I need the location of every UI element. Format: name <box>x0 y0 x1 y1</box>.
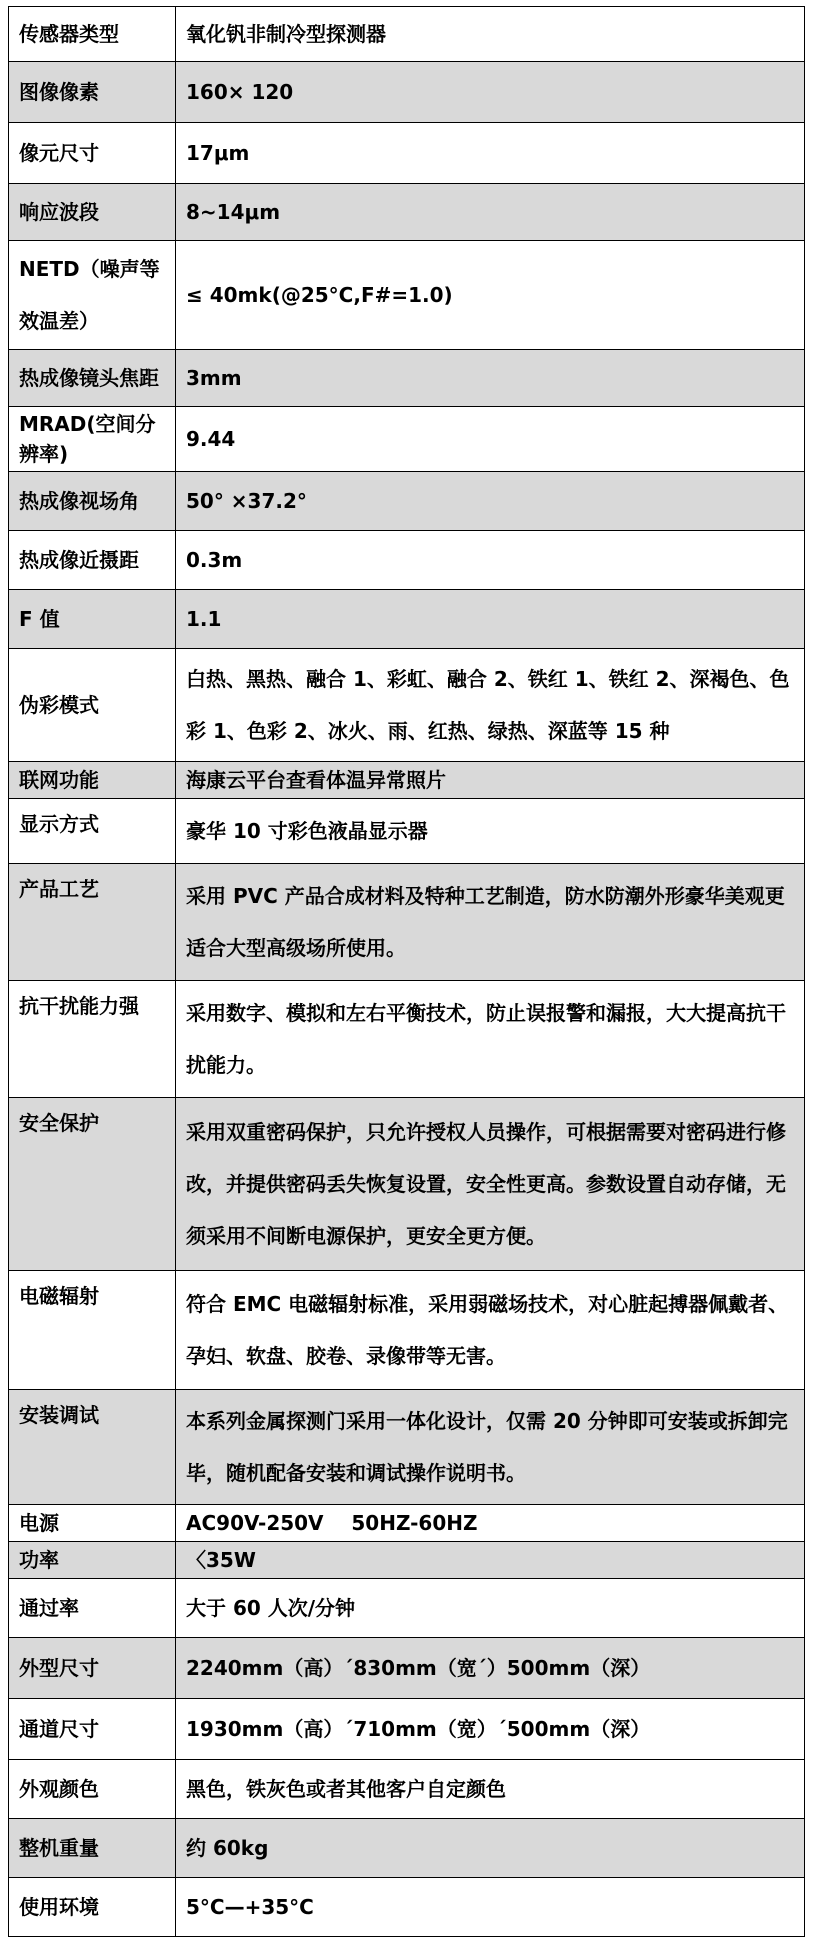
spec-label: 电磁辐射 <box>9 1271 176 1390</box>
spec-value: 本系列金属探测门采用一体化设计，仅需 20 分钟即可安装或拆卸完毕，随机配备安装和调试操作说明书。 <box>176 1390 805 1505</box>
table-row <box>9 1579 805 1638</box>
spec-value: 5°C—+35°C <box>176 1878 805 1937</box>
spec-label: 图像像素 <box>9 62 176 123</box>
table-row <box>9 1542 805 1579</box>
table-row <box>9 407 805 472</box>
spec-label: 抗干扰能力强 <box>9 981 176 1098</box>
spec-label: 安装调试 <box>9 1390 176 1505</box>
spec-label: 外型尺寸 <box>9 1638 176 1699</box>
spec-label: 像元尺寸 <box>9 123 176 184</box>
spec-label: 外观颜色 <box>9 1760 176 1819</box>
spec-value: 3mm <box>176 350 805 407</box>
spec-label: 通过率 <box>9 1579 176 1638</box>
spec-value: 160× 120 <box>176 62 805 123</box>
spec-value: 8~14μm <box>176 184 805 241</box>
table-row <box>9 62 805 123</box>
table-row <box>9 1271 805 1390</box>
spec-value: 采用数字、模拟和左右平衡技术，防止误报警和漏报，大大提高抗干扰能力。 <box>176 981 805 1098</box>
spec-label: 联网功能 <box>9 762 176 799</box>
spec-value: 0.3m <box>176 531 805 590</box>
spec-value: ≤ 40mk(@25°C,F#=1.0) <box>176 241 805 350</box>
table-row <box>9 864 805 981</box>
spec-label: 热成像近摄距 <box>9 531 176 590</box>
spec-value: 〈35W <box>176 1542 805 1579</box>
spec-value: 符合 EMC 电磁辐射标准，采用弱磁场技术，对心脏起搏器佩戴者、孕妇、软盘、胶卷、录像带等无害。 <box>176 1271 805 1390</box>
spec-value: 大于 60 人次/分钟 <box>176 1579 805 1638</box>
spec-value: 约 60kg <box>176 1819 805 1878</box>
spec-label: 传感器类型 <box>9 7 176 62</box>
spec-value: 采用双重密码保护，只允许授权人员操作，可根据需要对密码进行修改，并提供密码丢失恢复设置，安全性更高。参数设置自动存储，无须采用不间断电源保护，更安全更方便。 <box>176 1098 805 1271</box>
spec-label: 电源 <box>9 1505 176 1542</box>
table-row <box>9 531 805 590</box>
spec-label: 安全保护 <box>9 1098 176 1271</box>
table-row <box>9 7 805 62</box>
spec-table <box>8 6 805 1937</box>
spec-label: NETD（噪声等效温差） <box>9 241 176 350</box>
spec-label: 热成像视场角 <box>9 472 176 531</box>
table-row <box>9 1505 805 1542</box>
spec-label: 产品工艺 <box>9 864 176 981</box>
spec-label: 热成像镜头焦距 <box>9 350 176 407</box>
spec-label: F 值 <box>9 590 176 649</box>
table-row <box>9 762 805 799</box>
table-row <box>9 184 805 241</box>
spec-value: 豪华 10 寸彩色液晶显示器 <box>176 799 805 864</box>
spec-value: 17μm <box>176 123 805 184</box>
spec-value: 1930mm（高）´710mm（宽）´500mm（深） <box>176 1699 805 1760</box>
spec-label: 响应波段 <box>9 184 176 241</box>
table-row <box>9 1760 805 1819</box>
spec-label: 伪彩模式 <box>9 649 176 762</box>
spec-label: MRAD(空间分辨率) <box>9 407 176 472</box>
table-row <box>9 350 805 407</box>
table-row <box>9 241 805 350</box>
table-row <box>9 1878 805 1937</box>
spec-value: 9.44 <box>176 407 805 472</box>
table-row <box>9 1098 805 1271</box>
spec-label: 功率 <box>9 1542 176 1579</box>
table-row <box>9 590 805 649</box>
table-row <box>9 799 805 864</box>
spec-label: 显示方式 <box>9 799 176 864</box>
spec-value: 白热、黑热、融合 1、彩虹、融合 2、铁红 1、铁红 2、深褐色、色彩 1、色彩 2、冰火、雨、红热、绿热、深蓝等 15 种 <box>176 649 805 762</box>
spec-value: 采用 PVC 产品合成材料及特种工艺制造，防水防潮外形豪华美观更适合大型高级场所使用。 <box>176 864 805 981</box>
spec-value: 氧化钒非制冷型探测器 <box>176 7 805 62</box>
table-row <box>9 981 805 1098</box>
spec-label: 使用环境 <box>9 1878 176 1937</box>
table-row <box>9 1638 805 1699</box>
table-row <box>9 1699 805 1760</box>
spec-value: 黑色，铁灰色或者其他客户自定颜色 <box>176 1760 805 1819</box>
spec-value: AC90V-250V 50HZ-60HZ <box>176 1505 805 1542</box>
table-row <box>9 649 805 762</box>
spec-value: 1.1 <box>176 590 805 649</box>
spec-value: 50° ×37.2° <box>176 472 805 531</box>
table-row <box>9 472 805 531</box>
table-row <box>9 123 805 184</box>
table-row <box>9 1390 805 1505</box>
spec-value: 2240mm（高）´830mm（宽´）500mm（深） <box>176 1638 805 1699</box>
table-row <box>9 1819 805 1878</box>
spec-value: 海康云平台查看体温异常照片 <box>176 762 805 799</box>
spec-label: 整机重量 <box>9 1819 176 1878</box>
spec-label: 通道尺寸 <box>9 1699 176 1760</box>
